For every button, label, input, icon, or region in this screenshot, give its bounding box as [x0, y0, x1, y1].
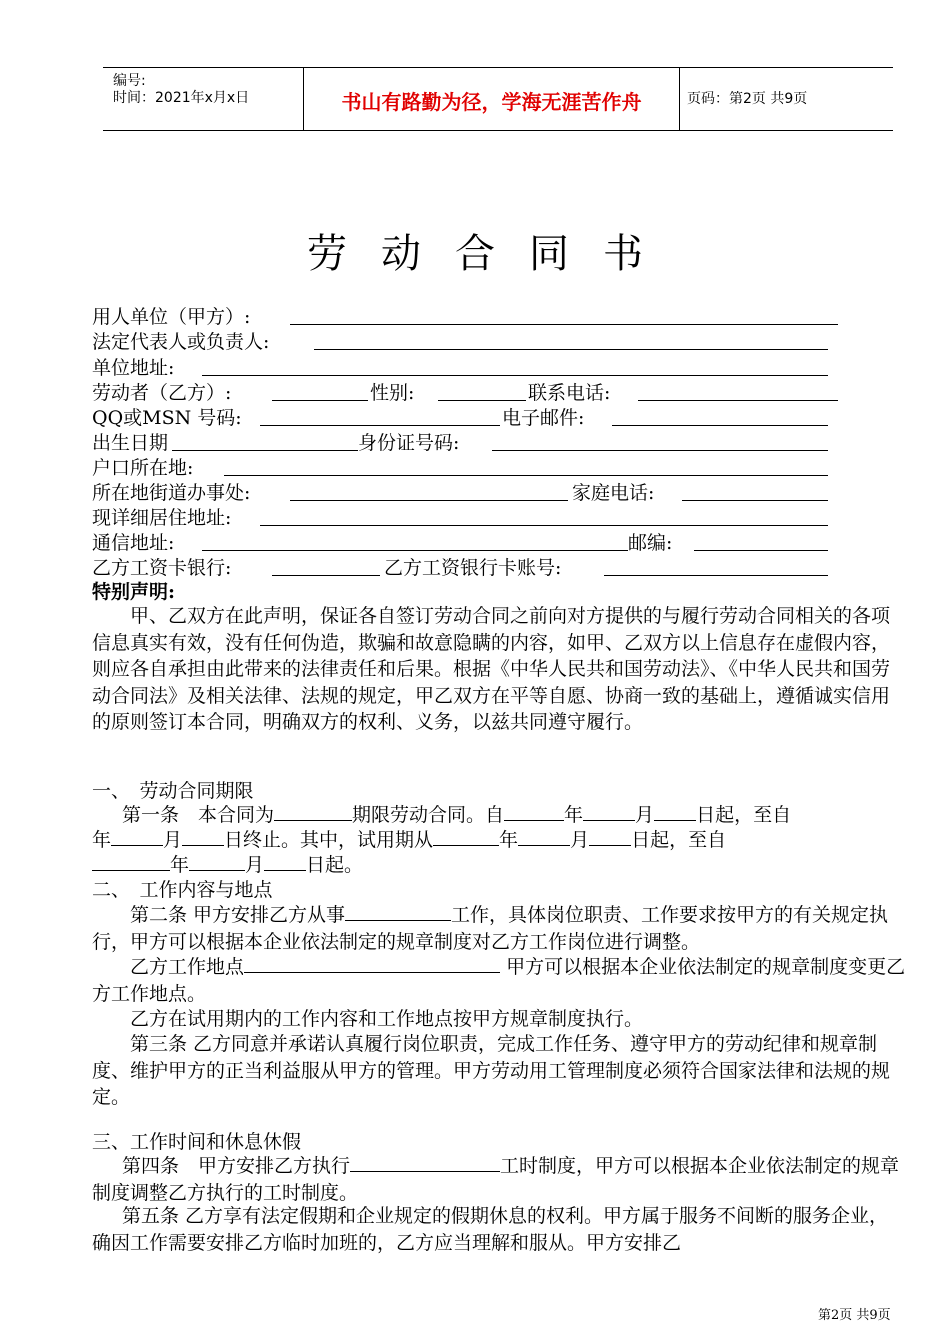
bank-blank[interactable] [272, 555, 380, 576]
page-header [103, 67, 893, 131]
street-office-label: 所在地街道办事处: [92, 482, 251, 504]
article-4-part1: 第四条 甲方安排乙方执行 [122, 1155, 351, 1177]
article-4 [92, 1153, 906, 1206]
legal-rep-blank[interactable] [314, 329, 828, 350]
page-footer: 第2页 共9页 [818, 1308, 891, 1323]
header-center-cell [303, 68, 680, 130]
header-left-cell [103, 68, 303, 130]
home-phone-blank[interactable] [682, 480, 828, 501]
work-hours-blank[interactable] [350, 1153, 500, 1172]
phone-label: 联系电话: [528, 382, 611, 404]
form-row-mail [92, 530, 852, 556]
qq-label: QQ或MSN 号码: [92, 407, 242, 429]
header-motto: 书山有路勤为径，学海无涯苦作舟 [341, 90, 642, 114]
article-5: 第五条 乙方享有法定假期和企业规定的假期休息的权利。甲方属于服务不间断的服务企业，确因工作需要安排乙方临时加班的，乙方应当理解和服从。甲方安排乙 [92, 1205, 889, 1254]
mail-address-label: 通信地址: [92, 532, 175, 554]
gender-label: 性别: [370, 382, 415, 404]
birth-blank[interactable] [172, 430, 358, 451]
header-page-info: 页码：第2页 共9页 [687, 91, 808, 107]
home-phone-label: 家庭电话: [572, 482, 655, 504]
form-row-bank [92, 555, 852, 581]
gender-blank[interactable] [438, 380, 526, 401]
trial-month-blank[interactable] [518, 827, 570, 846]
form-row-address [92, 355, 852, 381]
work-place [92, 954, 906, 1007]
employer-label: 用人单位（甲方）: [92, 306, 251, 328]
month-label: 月 [163, 829, 183, 851]
residence-label: 现详细居住地址: [92, 507, 232, 529]
year-label: 年 [499, 829, 519, 851]
article-2-part1: 第二条 甲方安排乙方从事 [130, 904, 346, 926]
address-label: 单位地址: [92, 357, 175, 379]
end-day-blank[interactable] [182, 827, 224, 846]
postcode-label: 邮编: [628, 532, 673, 554]
work-place-text: 甲方可以根据本企业依法制定的规章制度变更乙方工作地点。 [92, 956, 906, 1005]
start-year-blank[interactable] [504, 802, 564, 821]
day-label: 日起。 [306, 854, 364, 876]
form-row-residence [92, 505, 852, 531]
qq-blank[interactable] [260, 405, 500, 426]
trial-end-day-blank[interactable] [264, 852, 306, 871]
form-row-birth [92, 430, 852, 456]
year-label: 年 [92, 829, 112, 851]
month-label: 月 [570, 829, 590, 851]
section-2-title: 二、 工作内容与地点 [92, 879, 273, 901]
employer-blank[interactable] [290, 304, 838, 325]
article-1-part1: 第一条 本合同为 [122, 804, 275, 826]
article-1 [92, 802, 906, 829]
article-1-part2: 期限劳动合同。自 [352, 804, 505, 826]
trial-day-blank[interactable] [589, 827, 631, 846]
form-row-worker [92, 380, 852, 406]
id-number-label: 身份证号码: [358, 432, 460, 454]
worker-blank[interactable] [272, 380, 368, 401]
declaration-text: 甲、乙双方在此声明，保证各自签订劳动合同之前向对方提供的与履行劳动合同相关的各项信息真实有效，没有任何伪造，欺骗和故意隐瞒的内容，如甲、乙双方以上信息存在虚假内容，则应各自承担由此带来的法律责任和后果。根据《中华人民共和国劳动法》、《中华人民共和国劳动合同法》及相关法律、法规的规定，甲乙双方在平等自愿、协商一致的基础上，遵循诚实信用的原则签订本合同，明确双方的权利、义务，以兹共同遵守履行。 [92, 605, 891, 733]
street-office-blank[interactable] [290, 480, 568, 501]
section-3-title: 三、工作时间和休息休假 [92, 1131, 302, 1153]
article-2-part2: 工作，具体岗位职责、工作要求按甲方的有关规定执行，甲方可以根据本企业依法制定的规章制度对乙方工作岗位进行调整。 [92, 904, 889, 953]
form-row-legal-rep [92, 329, 852, 355]
residence-blank[interactable] [260, 505, 828, 526]
work-place-label: 乙方工作地点 [130, 956, 245, 978]
worker-label: 劳动者（乙方）: [92, 382, 232, 404]
trial-work-text: 乙方在试用期内的工作内容和工作地点按甲方规章制度执行。 [130, 1008, 644, 1030]
document-title: 劳动合同书 [307, 231, 677, 277]
section-1-title: 一、 劳动合同期限 [92, 780, 254, 802]
form-row-street [92, 480, 852, 506]
email-blank[interactable] [612, 405, 828, 426]
contract-type-blank[interactable] [274, 802, 352, 821]
start-day-blank[interactable] [654, 802, 696, 821]
form-row-hukou [92, 455, 852, 481]
mail-address-blank[interactable] [202, 530, 628, 551]
month-label: 月 [245, 854, 265, 876]
trial-end-year-blank[interactable] [92, 852, 170, 871]
id-number-blank[interactable] [492, 430, 828, 451]
legal-rep-label: 法定代表人或负责人: [92, 331, 270, 353]
postcode-blank[interactable] [694, 530, 828, 551]
document-number-label: 编号: [113, 73, 146, 89]
email-label: 电子邮件: [502, 407, 585, 429]
article-1-line2 [92, 827, 906, 854]
year-label: 年 [170, 854, 190, 876]
day-from-label: 日起，至自 [696, 804, 792, 826]
hukou-label: 户口所在地: [92, 457, 194, 479]
hukou-blank[interactable] [224, 455, 828, 476]
trial-year-blank[interactable] [433, 827, 499, 846]
form-row-qq [92, 405, 852, 431]
birth-label: 出生日期 [92, 432, 169, 454]
day-label: 日起，至自 [631, 829, 727, 851]
article-2 [92, 902, 906, 955]
article-3: 第三条 乙方同意并承诺认真履行岗位职责，完成工作任务、遵守甲方的劳动纪律和规章制度、维护甲方的正当利益服从甲方的管理。甲方劳动用工管理制度必须符合国家法律和法规的规定。 [92, 1033, 891, 1108]
end-month-blank[interactable] [111, 827, 163, 846]
phone-blank[interactable] [638, 380, 838, 401]
year-label: 年 [564, 804, 584, 826]
end-trial-text: 日终止。其中，试用期从 [224, 829, 434, 851]
article-4-part2: 工时制度，甲方可以根据本企业依法制定的规章制度调整乙方执行的工时制度。 [92, 1155, 900, 1204]
job-blank[interactable] [345, 902, 451, 921]
form-row-employer [92, 304, 852, 330]
bank-label: 乙方工资卡银行: [92, 557, 232, 579]
document-date: 时间：2021年x月x日 [113, 90, 250, 106]
month-label: 月 [635, 804, 655, 826]
work-place-blank[interactable] [244, 954, 500, 973]
address-blank[interactable] [202, 355, 828, 376]
trial-end-month-blank[interactable] [189, 852, 245, 871]
account-blank[interactable] [604, 555, 828, 576]
start-month-blank[interactable] [583, 802, 635, 821]
declaration-heading: 特别声明: [92, 581, 176, 603]
header-right-cell [679, 68, 893, 130]
account-label: 乙方工资银行卡账号: [384, 557, 562, 579]
article-1-line3 [92, 852, 906, 879]
